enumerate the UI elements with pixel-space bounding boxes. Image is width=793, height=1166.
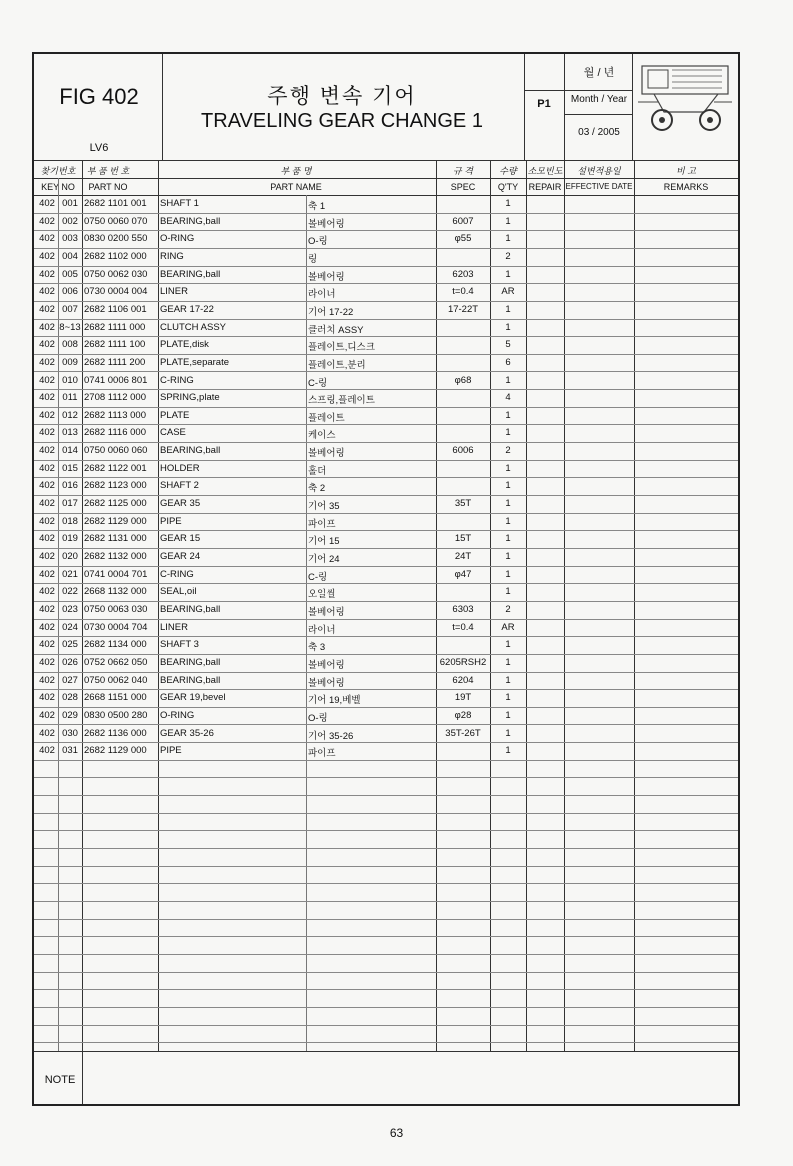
month-year-label: Month / Year <box>570 94 628 105</box>
row-qty: 1 <box>505 692 511 703</box>
col-remarks: REMARKS <box>663 182 709 192</box>
month-year-korean: 월 / 년 <box>583 67 615 79</box>
row-part: 0730 0004 704 <box>84 622 148 633</box>
row-spec: 6007 <box>452 216 474 227</box>
row-name-ko: 볼베어링 <box>308 219 345 230</box>
column-divider <box>634 160 635 1051</box>
row-spec: 35T-26T <box>445 728 481 739</box>
row-key: 003 <box>62 233 78 244</box>
row-fig: 402 <box>39 304 55 315</box>
row-divider <box>34 866 738 867</box>
row-name-en: GEAR 35-26 <box>160 728 214 739</box>
row-key: 031 <box>62 745 78 756</box>
row-key: 006 <box>62 286 78 297</box>
row-qty: 1 <box>505 639 511 650</box>
row-name-ko: 기어 35-26 <box>308 731 354 742</box>
row-spec: 17-22T <box>447 304 479 315</box>
row-part: 2682 1134 000 <box>84 639 147 650</box>
row-part: 0750 0062 040 <box>84 675 148 686</box>
row-qty: 1 <box>505 322 511 333</box>
row-key: 007 <box>62 304 78 315</box>
col-name: PART NAME <box>270 182 322 192</box>
row-qty: 4 <box>505 392 511 403</box>
rice-transplanter-illustration <box>634 58 736 138</box>
row-spec: φ55 <box>454 233 472 244</box>
row-name-en: GEAR 19,bevel <box>160 692 226 703</box>
row-divider <box>34 319 738 320</box>
row-fig: 402 <box>39 551 55 562</box>
row-qty: 1 <box>505 551 511 562</box>
row-name-en: LINER <box>160 286 188 297</box>
row-fig: 402 <box>39 216 55 227</box>
row-spec: 6204 <box>452 675 474 686</box>
row-part: 2682 1111 200 <box>84 357 146 368</box>
col-qty: Q'TY <box>497 182 519 192</box>
column-divider <box>82 160 83 1051</box>
row-qty: 1 <box>505 269 511 280</box>
col-qty-ko: 수량 <box>499 166 517 176</box>
row-divider <box>34 495 738 496</box>
row-spec: φ68 <box>454 375 472 386</box>
row-divider <box>34 848 738 849</box>
row-fig: 402 <box>39 463 55 474</box>
row-part: 2682 1106 001 <box>84 304 147 315</box>
row-qty: 1 <box>505 675 511 686</box>
row-divider <box>34 742 738 743</box>
row-part: 2682 1101 001 <box>84 198 147 209</box>
row-divider <box>34 424 738 425</box>
row-divider <box>34 213 738 214</box>
row-fig: 402 <box>39 480 55 491</box>
row-part: 2682 1129 000 <box>84 745 147 756</box>
row-spec: φ28 <box>454 710 472 721</box>
row-divider <box>34 901 738 902</box>
row-name-en: GEAR 17-22 <box>160 304 214 315</box>
page-number: 63 <box>389 1126 404 1140</box>
row-name-en: BEARING,ball <box>160 604 221 615</box>
row-part: 2668 1132 000 <box>84 586 147 597</box>
row-part: 0752 0662 050 <box>84 657 148 668</box>
row-spec: t=0.4 <box>452 286 474 297</box>
parts-sheet <box>32 52 740 1106</box>
row-key: 017 <box>62 498 78 509</box>
row-qty: 1 <box>505 233 511 244</box>
row-key: 014 <box>62 445 78 456</box>
row-divider <box>34 654 738 655</box>
row-part: 0830 0500 280 <box>84 710 148 721</box>
title-english: TRAVELING GEAR CHANGE 1 <box>201 110 483 132</box>
row-spec: φ47 <box>454 569 472 580</box>
row-divider <box>34 601 738 602</box>
column-divider <box>306 195 307 1051</box>
row-name-en: BEARING,ball <box>160 216 221 227</box>
row-qty: 1 <box>505 375 511 386</box>
row-divider <box>34 548 738 549</box>
row-divider <box>34 442 738 443</box>
row-qty: 2 <box>505 604 511 615</box>
row-name-en: SPRING,plate <box>160 392 220 403</box>
row-divider <box>34 707 738 708</box>
row-divider <box>34 724 738 725</box>
row-fig: 402 <box>39 586 55 597</box>
row-name-ko: 볼베어링 <box>308 448 345 459</box>
row-part: 0750 0063 030 <box>84 604 148 615</box>
row-key: 021 <box>62 569 78 580</box>
row-name-ko: 기어 17-22 <box>308 307 354 318</box>
row-key: 005 <box>62 269 78 280</box>
row-qty: 2 <box>505 445 511 456</box>
col-key: KEY NO <box>41 182 75 192</box>
row-fig: 402 <box>39 392 55 403</box>
row-name-en: GEAR 35 <box>160 498 201 509</box>
row-qty: 1 <box>505 498 511 509</box>
col-repair: REPAIR <box>528 182 562 192</box>
row-name-ko: 스프링,플레이트 <box>308 395 375 406</box>
col-effective: EFFECTIVE DATE <box>565 182 633 191</box>
row-fig: 402 <box>39 516 55 527</box>
row-spec: 24T <box>454 551 472 562</box>
row-name-en: BEARING,ball <box>160 269 221 280</box>
row-key: 027 <box>62 675 78 686</box>
row-key: 001 <box>62 198 78 209</box>
row-name-en: SHAFT 2 <box>160 480 199 491</box>
row-divider <box>34 336 738 337</box>
row-part: 0730 0004 004 <box>84 286 148 297</box>
row-key: 026 <box>62 657 78 668</box>
row-fig: 402 <box>39 286 55 297</box>
row-part: 0741 0004 701 <box>84 569 148 580</box>
row-name-ko: C-링 <box>308 378 328 389</box>
row-name-ko: 플레이트 <box>308 413 345 424</box>
row-name-ko: 볼베어링 <box>308 272 345 283</box>
row-part: 2682 1122 001 <box>84 463 147 474</box>
row-key: 004 <box>62 251 78 262</box>
row-qty: AR <box>501 286 515 297</box>
row-qty: 1 <box>505 480 511 491</box>
row-name-ko: 기어 19,베벨 <box>308 695 361 706</box>
row-part: 2708 1112 000 <box>84 392 146 403</box>
row-qty: 1 <box>505 586 511 597</box>
row-name-ko: O-링 <box>308 236 328 247</box>
row-fig: 402 <box>39 657 55 668</box>
row-divider <box>34 954 738 955</box>
row-qty: 1 <box>505 516 511 527</box>
row-name-ko: 볼베어링 <box>308 678 345 689</box>
row-key: 028 <box>62 692 78 703</box>
row-part: 2682 1129 000 <box>84 516 147 527</box>
row-qty: 2 <box>505 251 511 262</box>
row-divider <box>34 354 738 355</box>
row-part: 0750 0060 060 <box>84 445 148 456</box>
row-part: 2682 1111 000 <box>84 322 146 333</box>
row-key: 025 <box>62 639 78 650</box>
row-part: 2682 1125 000 <box>84 498 147 509</box>
col-effective-ko: 설변적용일 <box>577 166 621 176</box>
figure-number: FIG 402 <box>59 84 139 109</box>
row-name-en: PLATE,separate <box>160 357 230 368</box>
row-fig: 402 <box>39 692 55 703</box>
row-name-en: CLUTCH ASSY <box>160 322 226 333</box>
row-name-ko: 플레이트,디스크 <box>308 342 375 353</box>
row-key: 020 <box>62 551 78 562</box>
row-key: 023 <box>62 604 78 615</box>
row-qty: 1 <box>505 304 511 315</box>
row-qty: 1 <box>505 569 511 580</box>
row-qty: 1 <box>505 728 511 739</box>
col-remarks-ko: 비 고 <box>676 166 696 176</box>
row-name-en: RING <box>160 251 184 262</box>
row-qty: 1 <box>505 533 511 544</box>
row-name-ko: 파이프 <box>308 748 336 759</box>
row-fig: 402 <box>39 410 55 421</box>
row-name-ko: 라이너 <box>308 289 336 300</box>
row-key: 015 <box>62 463 78 474</box>
row-fig: 402 <box>39 339 55 350</box>
row-name-ko: 홀더 <box>308 466 327 477</box>
row-name-en: C-RING <box>160 569 194 580</box>
row-qty: 1 <box>505 427 511 438</box>
row-fig: 402 <box>39 322 55 333</box>
row-qty: 1 <box>505 745 511 756</box>
row-divider <box>34 919 738 920</box>
row-qty: 1 <box>505 410 511 421</box>
row-part: 0750 0060 070 <box>84 216 148 227</box>
row-name-ko: 라이너 <box>308 625 336 636</box>
row-divider <box>34 883 738 884</box>
row-fig: 402 <box>39 251 55 262</box>
row-qty: 1 <box>505 216 511 227</box>
row-divider <box>34 989 738 990</box>
note-label: NOTE <box>44 1074 76 1086</box>
row-name-ko: 링 <box>308 254 318 265</box>
row-name-en: BEARING,ball <box>160 675 221 686</box>
col-repair-ko: 소모빈도 <box>527 166 563 176</box>
row-divider <box>34 689 738 690</box>
row-key: 8~13 <box>59 322 81 333</box>
row-spec: 19T <box>454 692 472 703</box>
row-key: 022 <box>62 586 78 597</box>
row-fig: 402 <box>39 498 55 509</box>
row-part: 2682 1131 000 <box>84 533 147 544</box>
row-name-en: GEAR 15 <box>160 533 201 544</box>
row-name-ko: 기어 24 <box>308 554 340 565</box>
row-divider <box>34 830 738 831</box>
row-divider <box>34 1025 738 1026</box>
row-part: 2682 1102 000 <box>84 251 147 262</box>
row-name-ko: 파이프 <box>308 519 336 530</box>
row-key: 018 <box>62 516 78 527</box>
row-name-en: O-RING <box>160 710 195 721</box>
row-fig: 402 <box>39 675 55 686</box>
row-name-en: SHAFT 3 <box>160 639 199 650</box>
row-divider <box>34 477 738 478</box>
row-fig: 402 <box>39 622 55 633</box>
model-code: LV6 <box>89 142 109 154</box>
row-qty: 5 <box>505 339 511 350</box>
row-divider <box>34 636 738 637</box>
row-name-ko: 축 2 <box>308 483 326 494</box>
row-key: 009 <box>62 357 78 368</box>
row-divider <box>34 795 738 796</box>
row-divider <box>34 566 738 567</box>
row-divider <box>34 936 738 937</box>
row-spec: 15T <box>454 533 472 544</box>
row-part: 2682 1116 000 <box>84 427 146 438</box>
row-divider <box>34 619 738 620</box>
row-fig: 402 <box>39 269 55 280</box>
row-name-ko: 축 3 <box>308 642 326 653</box>
row-fig: 402 <box>39 445 55 456</box>
col-key-ko: 찾기번호 <box>40 166 76 176</box>
row-key: 019 <box>62 533 78 544</box>
row-divider <box>34 530 738 531</box>
row-name-ko: 볼베어링 <box>308 660 345 671</box>
row-divider <box>34 672 738 673</box>
col-spec-ko: 규 격 <box>453 166 473 176</box>
row-name-en: C-RING <box>160 375 194 386</box>
row-name-en: HOLDER <box>160 463 200 474</box>
row-key: 030 <box>62 728 78 739</box>
row-name-en: SHAFT 1 <box>160 198 199 209</box>
row-divider <box>34 371 738 372</box>
row-name-en: PLATE,disk <box>160 339 209 350</box>
row-fig: 402 <box>39 569 55 580</box>
row-name-ko: 케이스 <box>308 430 336 441</box>
row-fig: 402 <box>39 427 55 438</box>
row-divider <box>34 1042 738 1043</box>
row-spec: 6205RSH2 <box>439 657 487 668</box>
row-divider <box>34 301 738 302</box>
row-key: 002 <box>62 216 78 227</box>
col-spec: SPEC <box>450 182 476 192</box>
row-qty: 1 <box>505 657 511 668</box>
row-spec: t=0.4 <box>452 622 474 633</box>
column-divider <box>526 160 527 1051</box>
row-key: 012 <box>62 410 78 421</box>
row-part: 2668 1151 000 <box>84 692 147 703</box>
row-fig: 402 <box>39 604 55 615</box>
row-name-en: PIPE <box>160 745 182 756</box>
row-part: 0830 0200 550 <box>84 233 148 244</box>
row-fig: 402 <box>39 375 55 386</box>
row-spec: 35T <box>454 498 472 509</box>
row-divider <box>34 813 738 814</box>
row-part: 2682 1123 000 <box>84 480 147 491</box>
row-name-en: GEAR 24 <box>160 551 201 562</box>
row-part: 0741 0006 801 <box>84 375 148 386</box>
row-name-en: LINER <box>160 622 188 633</box>
row-divider <box>34 266 738 267</box>
row-part: 2682 1113 000 <box>84 410 146 421</box>
row-fig: 402 <box>39 710 55 721</box>
row-name-en: BEARING,ball <box>160 445 221 456</box>
row-part: 0750 0062 030 <box>84 269 148 280</box>
row-qty: 1 <box>505 198 511 209</box>
row-divider <box>34 513 738 514</box>
row-qty: 1 <box>505 710 511 721</box>
row-qty: AR <box>501 622 515 633</box>
row-name-ko: O-링 <box>308 713 328 724</box>
row-spec: 6303 <box>452 604 474 615</box>
row-spec: 6203 <box>452 269 474 280</box>
row-divider <box>34 1007 738 1008</box>
page-code: P1 <box>537 98 551 110</box>
row-fig: 402 <box>39 533 55 544</box>
row-divider <box>34 777 738 778</box>
column-divider <box>158 160 159 1051</box>
row-key: 024 <box>62 622 78 633</box>
row-name-ko: 플레이트,분리 <box>308 360 366 371</box>
row-name-en: PLATE <box>160 410 190 421</box>
row-divider <box>34 760 738 761</box>
row-fig: 402 <box>39 728 55 739</box>
row-name-en: CASE <box>160 427 186 438</box>
row-name-en: SEAL,oil <box>160 586 197 597</box>
row-key: 010 <box>62 375 78 386</box>
issue-date: 03 / 2005 <box>578 127 620 138</box>
row-divider <box>34 248 738 249</box>
row-key: 016 <box>62 480 78 491</box>
row-name-ko: 기어 15 <box>308 536 340 547</box>
row-name-ko: C-링 <box>308 572 328 583</box>
row-name-ko: 오일씰 <box>308 589 336 600</box>
row-name-en: PIPE <box>160 516 182 527</box>
row-qty: 1 <box>505 463 511 474</box>
row-key: 013 <box>62 427 78 438</box>
row-fig: 402 <box>39 357 55 368</box>
column-divider <box>564 160 565 1051</box>
row-name-en: BEARING,ball <box>160 657 221 668</box>
row-part: 2682 1111 100 <box>84 339 146 350</box>
row-divider <box>34 972 738 973</box>
row-name-ko: 볼베어링 <box>308 607 345 618</box>
row-key: 029 <box>62 710 78 721</box>
row-fig: 402 <box>39 745 55 756</box>
row-divider <box>34 407 738 408</box>
row-fig: 402 <box>39 198 55 209</box>
row-fig: 402 <box>39 233 55 244</box>
row-name-ko: 클러치 ASSY <box>308 325 364 336</box>
col-part-ko: 부 품 번 호 <box>86 166 130 176</box>
row-part: 2682 1132 000 <box>84 551 147 562</box>
title-korean: 주행 변속 기어 <box>267 85 417 108</box>
col-name-ko: 부 품 명 <box>280 166 312 176</box>
row-divider <box>34 283 738 284</box>
row-key: 011 <box>62 392 78 403</box>
row-divider <box>34 583 738 584</box>
row-key: 008 <box>62 339 78 350</box>
row-divider <box>34 389 738 390</box>
row-spec: 6006 <box>452 445 474 456</box>
row-divider <box>34 230 738 231</box>
row-divider <box>34 460 738 461</box>
row-name-ko: 기어 35 <box>308 501 340 512</box>
row-fig: 402 <box>39 639 55 650</box>
row-qty: 6 <box>505 357 511 368</box>
row-name-ko: 축 1 <box>308 201 326 212</box>
col-part: PART NO <box>88 182 128 192</box>
row-part: 2682 1136 000 <box>84 728 147 739</box>
row-name-en: O-RING <box>160 233 195 244</box>
